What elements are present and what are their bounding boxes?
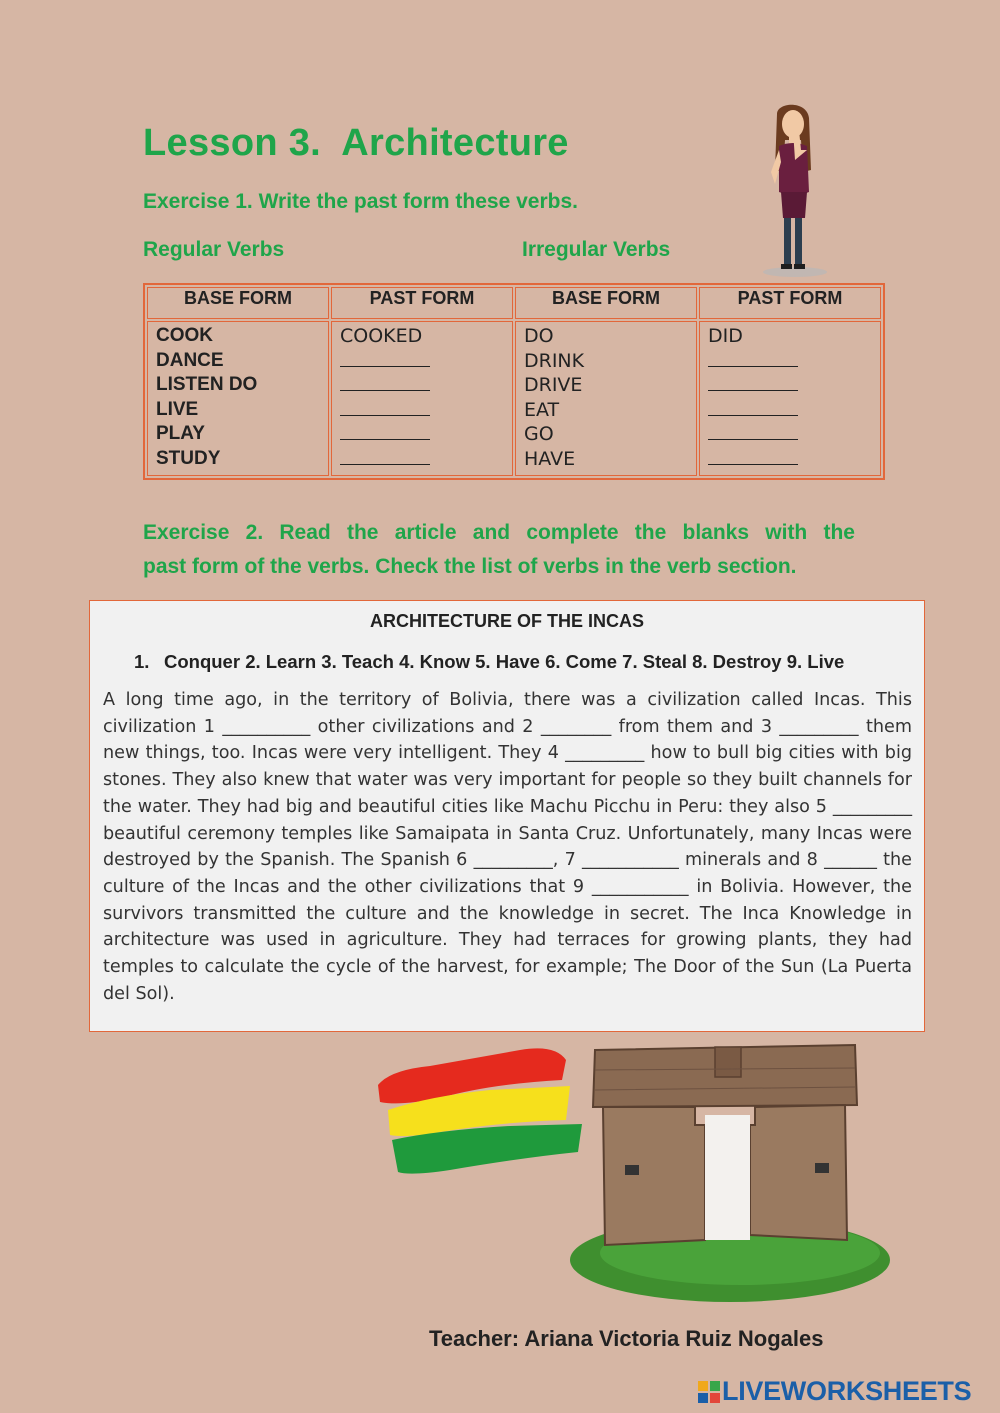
verb-list-number: 1. — [134, 651, 150, 672]
regular-base-item: DANCE — [156, 349, 224, 371]
lesson-title: Lesson 3. Architecture — [143, 122, 569, 164]
table-header-row — [147, 287, 881, 319]
answer-blank-eat[interactable] — [708, 398, 798, 416]
answer-blank-live[interactable] — [340, 398, 430, 416]
regular-verbs-label: Regular Verbs — [143, 238, 285, 261]
regular-base-item: COOK — [156, 325, 213, 346]
article-box — [89, 600, 925, 1032]
answer-blank-go[interactable] — [708, 422, 798, 440]
liveworksheets-logo-icon — [698, 1381, 720, 1403]
answer-blank-listen[interactable] — [340, 373, 430, 391]
answer-blank-drink[interactable] — [708, 349, 798, 367]
header-irregular-base: BASE FORM — [515, 287, 697, 319]
regular-base-item: LISTEN DO — [156, 374, 258, 396]
irregular-base-item: HAVE — [524, 447, 576, 470]
exercise2-line1: Exercise 2. Read the article and complete the blanks with the — [143, 521, 855, 544]
header-regular-past: PAST FORM — [331, 287, 513, 319]
answer-blank-study[interactable] — [340, 447, 430, 465]
header-regular-base: BASE FORM — [147, 287, 329, 319]
regular-base-item: STUDY — [156, 447, 221, 469]
gate-of-the-sun-illustration — [565, 1035, 900, 1305]
regular-base-item: PLAY — [156, 423, 205, 445]
irregular-verbs-label: Irregular Verbs — [522, 238, 671, 261]
irregular-base-item: EAT — [524, 398, 560, 421]
teacher-figure-illustration — [755, 100, 835, 285]
verbs-table — [143, 283, 885, 480]
regular-past-cell — [331, 321, 513, 476]
liveworksheets-brand[interactable] — [698, 1376, 971, 1407]
article-title: ARCHITECTURE OF THE INCAS — [370, 611, 644, 631]
article-body: A long time ago, in the territory of Bolivia, there was a civilization called Incas. This civilization 1 __________ other civilizations and 2 ________ from them and 3 _________ them new things, too. Incas were very intelligent. They 4 _________ how to bull big cities with big stones. They also knew that water was very important for people so they built channels for the water. They had big and beautiful cities like Machu Picchu in Peru: they also 5 _________ beautiful ceremony temples like Samaipata in Santa Cruz. Unfortunately, many Incas were destroyed by the Spanish. The Spanish 6 _________, 7 ___________ minerals and 8 ______ the culture of the Incas and the other civilizations that 9 ___________ in Bolivia. However, the survivors transmitted the culture and the knowledge in secret. The Inca Knowledge in architecture was used in agriculture. They had terraces for growing plants, they had temples to calculate the cycle of the harvest, for example; The Door of the Sun (La Puerta del Sol). — [103, 690, 912, 1004]
exercise1-heading: Exercise 1. Write the past form these verbs. — [143, 190, 578, 213]
answer-blank-drive[interactable] — [708, 373, 798, 391]
exercise2-heading — [143, 516, 855, 584]
irregular-base-cell — [515, 321, 697, 476]
answer-blank-dance[interactable] — [340, 349, 430, 367]
irregular-base-item: GO — [524, 423, 554, 446]
bolivia-flag-illustration — [370, 1040, 590, 1190]
irregular-past-answer: DID — [708, 325, 743, 347]
irregular-base-item: DRIVE — [524, 374, 583, 397]
teacher-name: Teacher: Ariana Victoria Ruiz Nogales — [429, 1326, 824, 1351]
answer-blank-have[interactable] — [708, 447, 798, 465]
irregular-base-item: DO — [524, 325, 554, 347]
table-body-row — [147, 321, 881, 476]
brand-text: LIVEWORKSHEETS — [722, 1376, 972, 1406]
verb-list-text: Conquer 2. Learn 3. Teach 4. Know 5. Have 6. Come 7. Steal 8. Destroy 9. Live — [164, 651, 845, 672]
header-irregular-past: PAST FORM — [699, 287, 881, 319]
regular-base-cell — [147, 321, 329, 476]
verb-list — [134, 651, 844, 673]
regular-past-answer: COOKED — [340, 325, 423, 347]
irregular-past-cell — [699, 321, 881, 476]
answer-blank-play[interactable] — [340, 422, 430, 440]
irregular-base-item: DRINK — [524, 349, 585, 372]
regular-base-item: LIVE — [156, 398, 199, 420]
exercise2-line2: past form of the verbs. Check the list of verbs in the verb section. — [143, 555, 797, 578]
